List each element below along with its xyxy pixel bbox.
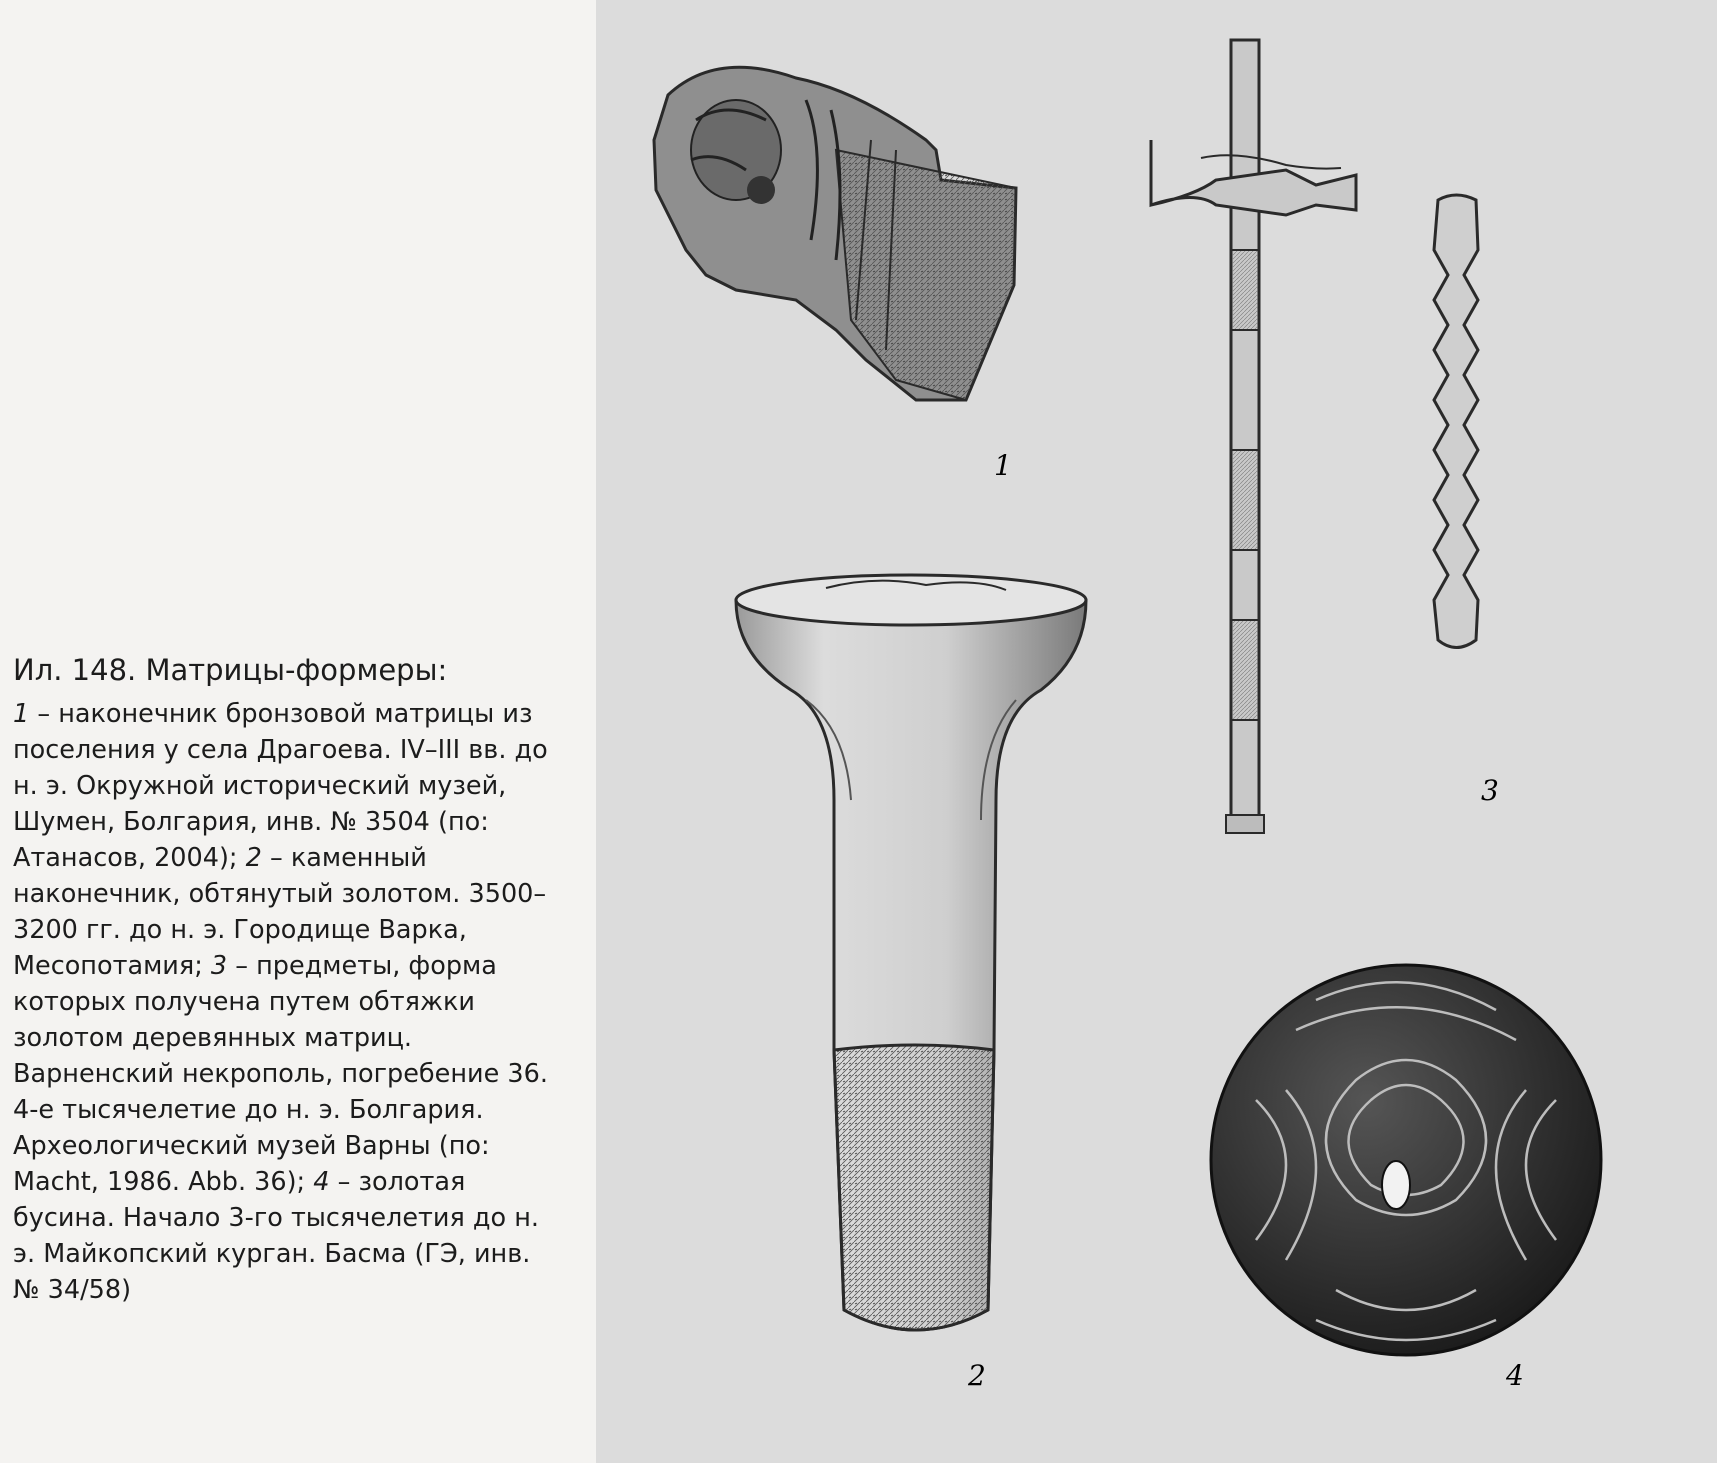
caption-body: [13, 696, 553, 1308]
figure-3-ribbed-rod: [1434, 195, 1478, 648]
figure-3-sceptre: [1151, 40, 1356, 833]
caption-item-2-text: – каменный наконечник, обтянутый золотом. 3500–3200 гг. до н. э. Городище Варка, Месопотамия;: [13, 843, 547, 981]
figure-caption: [13, 650, 553, 1308]
figure-4-gold-bead: [1211, 965, 1601, 1355]
illustration-plate: [596, 0, 1717, 1463]
caption-item-2-number: 2: [245, 843, 262, 873]
caption-item-1-text: – наконечник бронзовой матрицы из поселения у села Драгоева. IV–III вв. до н. э. Окружной исторический музей, Шумен, Болгария, инв. № 3504 (по: Атанасов, 2004);: [13, 699, 548, 873]
figure-1-bronze-matrix: [654, 67, 1016, 400]
figure-2-number: 2: [968, 1359, 986, 1392]
caption-item-4-text: – золотая бусина. Начало 3-го тысячелетия до н. э. Майкопский курган. Басма (ГЭ, инв. № 34/58): [13, 1167, 540, 1305]
figure-2-stone-tip: [736, 575, 1086, 1330]
caption-item-1-number: 1: [13, 699, 30, 729]
figure-3-number: 3: [1481, 774, 1499, 807]
caption-item-3-text: – предметы, форма которых получена путем обтяжки золотом деревянных матриц. Варненский некрополь, погребение 36. 4-е тысячелетие до н. э. Болгария. Археологический музей Варны (по: Macht, 1986. Abb. 36);: [13, 951, 548, 1197]
caption-item-3-number: 3: [210, 951, 228, 981]
caption-title: Ил. 148. Матрицы-формеры:: [13, 653, 448, 687]
caption-item-4-number: 4: [313, 1167, 330, 1197]
figure-1-number: 1: [994, 449, 1012, 482]
figure-4-number: 4: [1506, 1359, 1524, 1392]
illustration-drawings: [596, 0, 1717, 1463]
